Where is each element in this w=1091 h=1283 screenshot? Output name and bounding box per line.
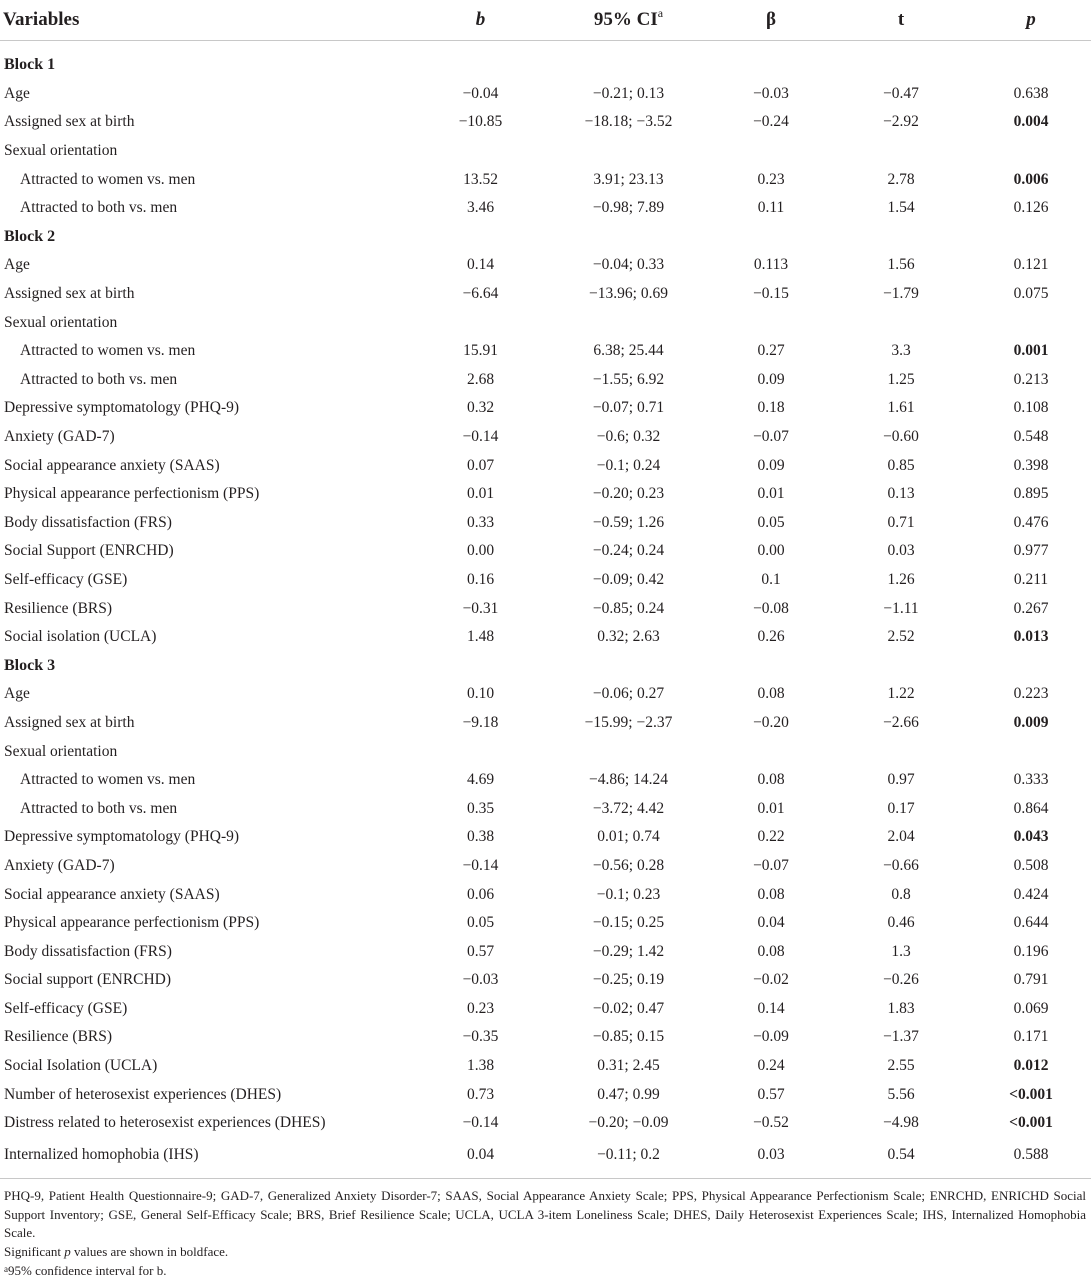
cell-b: 0.04: [415, 1138, 546, 1179]
cell-t: [831, 737, 971, 766]
cell-b: −0.03: [462, 971, 499, 989]
table-row: [0, 680, 1091, 709]
cell-beta: 0.04: [757, 914, 785, 932]
cell-beta: [711, 137, 831, 166]
table-row: [0, 566, 1091, 595]
cell-t: −0.66: [883, 856, 919, 874]
cell-b: −6.64: [462, 285, 499, 303]
variable-name: Attracted to both vs. men: [20, 199, 178, 217]
cell-beta: 0.01: [757, 485, 785, 503]
cell-ci: −0.85; 0.15: [592, 1028, 665, 1046]
cell-ci: −4.86; 14.24: [589, 771, 668, 789]
variable-name: Social appearance anxiety (SAAS): [4, 456, 220, 474]
footnote-significance-pre: Significant: [4, 1244, 65, 1260]
header-beta: β: [711, 0, 831, 41]
cell-t: −1.79: [883, 285, 919, 303]
cell-beta: 0.24: [757, 1057, 785, 1075]
cell-ci: −0.21; 0.13: [592, 84, 665, 102]
cell-b: 2.68: [466, 370, 495, 388]
header-row: [0, 0, 1091, 41]
cell-b: 0.32: [466, 399, 495, 417]
cell-beta: 0.23: [757, 170, 785, 188]
table-row: [0, 137, 1091, 166]
table-row: [0, 251, 1091, 280]
cell-beta: 0.57: [757, 1085, 785, 1103]
table-row: [0, 766, 1091, 795]
cell-ci: −0.6; 0.32: [596, 428, 661, 446]
cell-beta: 0.14: [757, 999, 785, 1017]
variable-name: Self-efficacy (GSE): [4, 570, 128, 588]
cell-beta: −0.20: [753, 713, 789, 731]
table-row: [0, 995, 1091, 1024]
cell-p: 0.012: [1013, 1057, 1049, 1075]
variable-name: Body dissatisfaction (FRS): [4, 513, 172, 531]
cell-p: 0.126: [1013, 199, 1049, 217]
cell-beta: −0.07: [753, 428, 789, 446]
header-ci: [546, 0, 711, 41]
cell-beta: [711, 737, 831, 766]
cell-b: 0.23: [466, 999, 495, 1017]
cell-ci: −0.20; −0.09: [588, 1114, 669, 1132]
cell-t: 1.56: [887, 256, 915, 274]
cell-t: 0.8: [891, 885, 911, 903]
variable-name: Assigned sex at birth: [4, 285, 135, 303]
cell-b: −0.14: [462, 856, 499, 874]
cell-t: −2.92: [883, 113, 919, 131]
cell-p: 0.211: [1013, 570, 1049, 588]
variable-name: Resilience (BRS): [4, 1028, 113, 1046]
cell-b: 4.69: [466, 771, 495, 789]
cell-beta: −0.08: [753, 599, 789, 617]
table-row: [0, 794, 1091, 823]
cell-b: 0.57: [466, 942, 495, 960]
cell-ci: −0.25; 0.19: [592, 971, 665, 989]
cell-beta: 0.18: [757, 399, 785, 417]
cell-t: −1.37: [883, 1028, 919, 1046]
cell-beta: −0.09: [753, 1028, 789, 1046]
cell-t: 0.03: [887, 542, 915, 560]
cell-t: −1.11: [883, 599, 919, 617]
cell-b: 15.91: [463, 342, 498, 360]
cell-p: 0.267: [1013, 599, 1049, 617]
variable-name: Self-efficacy (GSE): [4, 999, 128, 1017]
variable-name: Age: [4, 256, 30, 274]
block-heading-row: [0, 51, 1091, 80]
table-row: [0, 280, 1091, 309]
variable-name: Attracted to both vs. men: [20, 799, 178, 817]
cell-ci: −3.72; 4.42: [592, 799, 665, 817]
cell-beta: −0.15: [753, 285, 789, 303]
cell-ci: −0.24; 0.24: [592, 542, 665, 560]
table-row: [0, 308, 1091, 337]
header-t: t: [831, 0, 971, 41]
spacer-cell: [0, 41, 1091, 52]
table-row: [0, 852, 1091, 881]
cell-beta: 0.27: [757, 342, 785, 360]
footnote-ci-mark: a: [4, 1263, 8, 1274]
cell-t: [831, 137, 971, 166]
cell-t: 0.97: [887, 771, 915, 789]
cell-ci: 0.01; 0.74: [597, 828, 660, 846]
cell-p: 0.001: [1013, 342, 1049, 360]
cell-ci: [546, 737, 711, 766]
cell-ci: −0.06; 0.27: [592, 685, 665, 703]
cell-t: −2.66: [883, 713, 919, 731]
cell-b: 0.10: [466, 685, 495, 703]
block-heading: Block 2: [4, 227, 56, 245]
table-row: [0, 451, 1091, 480]
cell-ci: [546, 308, 711, 337]
cell-beta: 0.11: [757, 199, 785, 217]
cell-t: 2.04: [887, 828, 915, 846]
variable-name: Internalized homophobia (IHS): [0, 1138, 415, 1179]
cell-b: 1.48: [466, 628, 495, 646]
cell-beta: 0.08: [757, 942, 785, 960]
cell-beta: −0.07: [753, 856, 789, 874]
table-row: [0, 1023, 1091, 1052]
header-ci-label: 95% CI: [593, 9, 658, 30]
footnote-abbreviations: PHQ-9, Patient Health Questionnaire-9; GAD-7, Generalized Anxiety Disorder-7; SAAS, Social Appearance Anxiety Scale; PPS, Physical Appearance Perfectionism Scale; ENRCHD, ENRICHD Social Support Inventory; GSE, General Self-Efficacy Scale; BRS, Brief Resilience Scale; UCLA, UCLA 3-item Loneliness Scale; DHES, Daily Heterosexist Experiences Scale; IHS, Internalized Homophobia Scale.: [4, 1188, 1086, 1241]
cell-beta: −0.52: [753, 1114, 789, 1132]
cell-beta: 0.09: [757, 456, 785, 474]
cell-t: 1.54: [887, 199, 915, 217]
footnote-significance: [4, 1243, 1086, 1262]
cell-b: −0.31: [462, 599, 499, 617]
table-row: [0, 623, 1091, 652]
cell-ci: −0.02; 0.47: [592, 999, 665, 1017]
cell-b: 0.14: [466, 256, 495, 274]
cell-beta: 0.22: [757, 828, 785, 846]
cell-b: −0.14: [462, 1114, 499, 1132]
table-row: [0, 337, 1091, 366]
table-header: [0, 0, 1091, 41]
variable-name: Attracted to both vs. men: [20, 370, 178, 388]
footnote-ci-text: 95% confidence interval for b.: [8, 1262, 167, 1278]
variable-name: Social appearance anxiety (SAAS): [4, 885, 220, 903]
variable-name: Number of heterosexist experiences (DHES): [4, 1085, 282, 1103]
cell-t: 1.26: [887, 570, 915, 588]
table-row: [0, 1080, 1091, 1109]
cell-p: 0.333: [1013, 771, 1049, 789]
cell-beta: 0.09: [757, 370, 785, 388]
cell-t: −0.60: [883, 428, 919, 446]
variable-name: Age: [4, 84, 30, 102]
cell-t: −4.98: [883, 1114, 919, 1132]
cell-b: 0.01: [466, 485, 495, 503]
variable-name: Social support (ENRCHD): [4, 971, 172, 989]
table-row: [0, 737, 1091, 766]
variable-name: Sexual orientation: [4, 313, 118, 331]
cell-ci: 6.38; 25.44: [593, 342, 664, 360]
table-row: [0, 880, 1091, 909]
cell-t: 2.55: [887, 1057, 915, 1075]
cell-p: 0.508: [1013, 856, 1049, 874]
cell-p: 0.009: [1013, 713, 1049, 731]
cell-ci: −0.04; 0.33: [592, 256, 665, 274]
cell-t: 0.46: [887, 914, 915, 932]
cell-p: 0.895: [1013, 485, 1049, 503]
cell-p: 0.121: [1013, 256, 1049, 274]
variable-name: Resilience (BRS): [4, 599, 113, 617]
cell-p: 0.864: [1013, 799, 1049, 817]
variable-name: Sexual orientation: [4, 142, 118, 160]
cell-p: 0.213: [1013, 370, 1049, 388]
cell-p: 0.644: [1013, 914, 1049, 932]
cell-b: 0.35: [466, 799, 495, 817]
table-row: [0, 1052, 1091, 1081]
cell-p: 0.069: [1013, 999, 1049, 1017]
cell-p: <0.001: [1009, 1114, 1053, 1132]
header-b: b: [415, 0, 546, 41]
cell-ci: −0.59; 1.26: [592, 513, 665, 531]
table-row: [0, 509, 1091, 538]
variable-name: Attracted to women vs. men: [20, 342, 196, 360]
cell-ci: −0.29; 1.42: [592, 942, 665, 960]
cell-p: 0.006: [1013, 170, 1049, 188]
variable-name: Assigned sex at birth: [4, 713, 135, 731]
cell-ci: −0.1; 0.24: [596, 456, 661, 474]
variable-name: Body dissatisfaction (FRS): [4, 942, 172, 960]
cell-p: 0.638: [1013, 84, 1049, 102]
cell-b: [415, 737, 546, 766]
cell-p: [971, 137, 1091, 166]
variable-name: Social isolation (UCLA): [4, 628, 157, 646]
table-row: [0, 709, 1091, 738]
cell-t: [831, 308, 971, 337]
cell-p: 0.476: [1013, 513, 1049, 531]
header-ci-footnote-mark: a: [657, 6, 664, 20]
cell-b: 0.05: [466, 914, 495, 932]
cell-beta: 0.26: [757, 628, 785, 646]
cell-p: 0.108: [1013, 399, 1049, 417]
cell-ci: −1.55; 6.92: [592, 370, 665, 388]
table-row: [0, 1109, 1091, 1138]
cell-b: 3.46: [466, 199, 495, 217]
cell-t: 0.85: [887, 456, 915, 474]
cell-beta: 0.08: [757, 685, 785, 703]
cell-ci: 0.31; 2.45: [597, 1057, 660, 1075]
cell-p: <0.001: [1009, 1085, 1053, 1103]
table-row: [0, 194, 1091, 223]
cell-beta: −0.03: [753, 84, 789, 102]
header-variables: Variables: [0, 0, 415, 41]
cell-b: −0.14: [462, 428, 499, 446]
cell-t: −0.47: [883, 84, 919, 102]
variable-name: Physical appearance perfectionism (PPS): [4, 914, 260, 932]
cell-b: 0.33: [466, 513, 495, 531]
table-row: [0, 423, 1091, 452]
table-row: [0, 594, 1091, 623]
cell-t: 1.3: [891, 942, 911, 960]
cell-t: 5.56: [887, 1085, 915, 1103]
table-row: [0, 394, 1091, 423]
variable-name: Attracted to women vs. men: [20, 771, 196, 789]
cell-ci: −13.96; 0.69: [589, 285, 668, 303]
cell-ci: −0.09; 0.42: [592, 570, 665, 588]
cell-ci: 3.91; 23.13: [593, 170, 664, 188]
cell-p: 0.398: [1013, 456, 1049, 474]
variable-name: Social Isolation (UCLA): [4, 1057, 158, 1075]
cell-p: 0.171: [1013, 1028, 1049, 1046]
table-row: [0, 823, 1091, 852]
cell-t: 1.83: [887, 999, 915, 1017]
variable-name: Depressive symptomatology (PHQ-9): [4, 399, 240, 417]
table-row: [0, 937, 1091, 966]
cell-p: 0.004: [1013, 113, 1049, 131]
table-row: [0, 480, 1091, 509]
block-heading-row: [0, 223, 1091, 252]
cell-b: 0.38: [466, 828, 495, 846]
cell-p: 0.791: [1013, 971, 1049, 989]
cell-ci: −0.1; 0.23: [596, 885, 661, 903]
cell-t: 2.52: [887, 628, 915, 646]
block-heading: Block 1: [4, 56, 56, 74]
cell-t: 1.22: [887, 685, 915, 703]
variable-name: Age: [4, 685, 30, 703]
cell-beta: 0.00: [757, 542, 785, 560]
cell-t: 2.78: [887, 170, 915, 188]
variable-name: Assigned sex at birth: [4, 113, 135, 131]
cell-ci: 0.47; 0.99: [597, 1085, 660, 1103]
cell-beta: 0.113: [753, 256, 789, 274]
variable-name: Anxiety (GAD-7): [4, 428, 115, 446]
table-footnotes: [4, 1187, 1086, 1281]
cell-b: 0.00: [466, 542, 495, 560]
cell-b: 0.07: [466, 456, 495, 474]
cell-t: 0.54: [831, 1138, 971, 1179]
footnote-significance-p: p: [64, 1244, 71, 1260]
cell-beta: −0.02: [753, 971, 789, 989]
cell-ci: [546, 137, 711, 166]
cell-p: [971, 308, 1091, 337]
cell-b: 0.06: [466, 885, 495, 903]
table-row: [0, 366, 1091, 395]
cell-p: 0.043: [1013, 828, 1049, 846]
cell-t: 1.61: [887, 399, 915, 417]
cell-p: 0.013: [1013, 628, 1049, 646]
cell-p: 0.075: [1013, 285, 1049, 303]
cell-b: −10.85: [458, 113, 503, 131]
cell-b: 0.73: [466, 1085, 495, 1103]
cell-ci: 0.32; 2.63: [597, 628, 660, 646]
cell-beta: 0.03: [711, 1138, 831, 1179]
variable-name: Anxiety (GAD-7): [4, 856, 115, 874]
table-row: [0, 108, 1091, 137]
cell-b: 13.52: [463, 170, 498, 188]
cell-beta: 0.01: [757, 799, 785, 817]
cell-t: 0.71: [887, 513, 915, 531]
cell-beta: 0.08: [757, 885, 785, 903]
cell-p: 0.588: [971, 1138, 1091, 1179]
table-row: [0, 165, 1091, 194]
variable-name: Distress related to heterosexist experiences (DHES): [4, 1114, 326, 1132]
block-heading-row: [0, 651, 1091, 680]
cell-beta: −0.24: [753, 113, 789, 131]
cell-ci: −0.98; 7.89: [592, 199, 665, 217]
cell-t: 0.13: [887, 485, 915, 503]
table-row: [0, 909, 1091, 938]
table-body: [0, 41, 1091, 1179]
variable-name: Social Support (ENRCHD): [4, 542, 174, 560]
cell-p: 0.424: [1013, 885, 1049, 903]
cell-beta: 0.1: [761, 570, 781, 588]
cell-t: 0.17: [887, 799, 915, 817]
cell-ci: −0.11; 0.2: [546, 1138, 711, 1179]
cell-ci: −0.56; 0.28: [592, 856, 665, 874]
cell-t: 1.25: [887, 370, 915, 388]
cell-ci: −0.85; 0.24: [592, 599, 665, 617]
variable-name: Depressive symptomatology (PHQ-9): [4, 828, 240, 846]
cell-t: −0.26: [883, 971, 919, 989]
footnote-ci: [4, 1262, 1086, 1281]
cell-p: 0.977: [1013, 542, 1049, 560]
cell-ci: −0.15; 0.25: [592, 914, 665, 932]
variable-name: Attracted to women vs. men: [20, 170, 196, 188]
variable-name: Physical appearance perfectionism (PPS): [4, 485, 260, 503]
cell-b: −0.35: [462, 1028, 499, 1046]
cell-b: 0.16: [466, 570, 495, 588]
cell-p: 0.223: [1013, 685, 1049, 703]
cell-b: −0.04: [462, 84, 499, 102]
header-spacer: [0, 41, 1091, 52]
block-heading: Block 3: [4, 656, 56, 674]
table-row: [0, 80, 1091, 109]
cell-b: 1.38: [466, 1057, 495, 1075]
cell-p: 0.548: [1013, 428, 1049, 446]
cell-b: −9.18: [462, 713, 499, 731]
cell-b: [415, 137, 546, 166]
table-row: [0, 966, 1091, 995]
cell-ci: −18.18; −3.52: [584, 113, 673, 131]
cell-ci: −0.20; 0.23: [592, 485, 665, 503]
variable-name: Sexual orientation: [4, 742, 118, 760]
cell-t: 3.3: [891, 342, 911, 360]
table-row: [0, 537, 1091, 566]
cell-ci: −15.99; −2.37: [584, 713, 673, 731]
cell-p: 0.196: [1013, 942, 1049, 960]
cell-beta: 0.08: [757, 771, 785, 789]
footnote-significance-post: values are shown in boldface.: [70, 1244, 229, 1260]
header-p: p: [971, 0, 1091, 41]
cell-p: [971, 737, 1091, 766]
cell-ci: −0.07; 0.71: [592, 399, 665, 417]
table-row: [0, 1138, 1091, 1179]
cell-b: [415, 308, 546, 337]
cell-beta: [711, 308, 831, 337]
cell-beta: 0.05: [757, 513, 785, 531]
